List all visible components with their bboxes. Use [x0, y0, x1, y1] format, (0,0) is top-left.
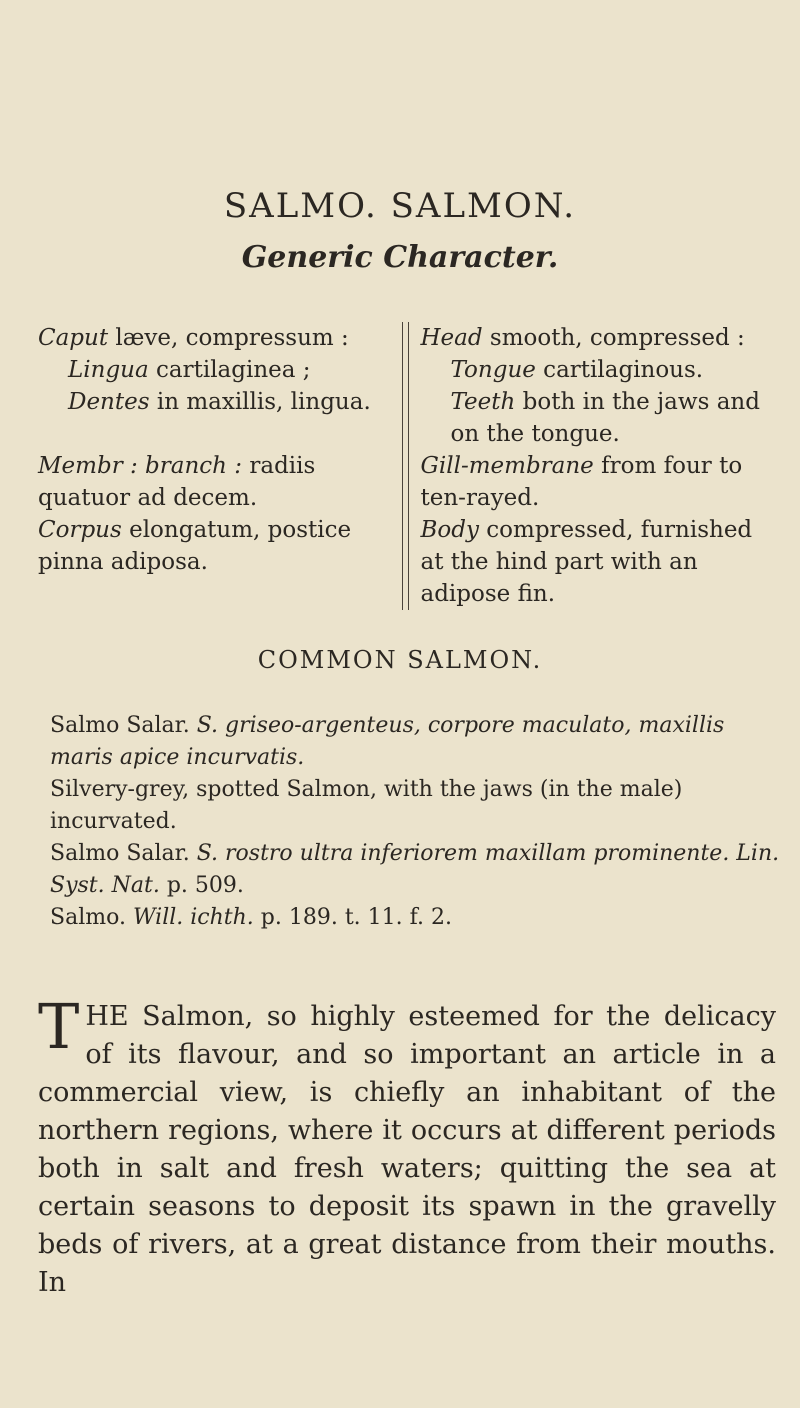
english-entry-gill: Gill-membrane from four to ten-rayed. — [420, 453, 743, 511]
latin-entry-teeth: Dentes in maxillis, lingua. — [68, 389, 371, 415]
species-heading: COMMON SALMON. — [257, 646, 543, 674]
english-entry-head: Head smooth, compressed : — [420, 325, 745, 351]
body-paragraph: THE Salmon, so highly esteemed for the delicacy of its flavour, and so important an article in a commercial view, is chiefly an inhabitant of the northern regions, where it occurs at different periods both in salt and fresh waters; quitting the sea at certain seasons to deposit its spawn in the gravelly beds of rivers, at a great distance from their mouths. In — [38, 990, 776, 1298]
latin-entry-tongue: Lingua cartilaginea ; — [68, 357, 311, 383]
english-entry-body: Body compressed, furnished at the hind part with an adipose fin. — [420, 517, 753, 607]
page-subtitle: Generic Character. — [241, 240, 559, 275]
synonymy — [50, 710, 790, 934]
drop-cap: T — [38, 990, 80, 1063]
english-entry-teeth: Teeth both in the jaws and on the tongue. — [450, 389, 760, 447]
latin-entry-head: Caput læve, compressum : — [38, 325, 349, 351]
latin-column — [38, 322, 402, 610]
english-entry-tongue: Tongue cartilaginous. — [450, 357, 704, 383]
synonym-line: Salmo Salar. S. griseo-argenteus, corpore maculato, maxillis maris apice incurvatis. — [50, 713, 725, 770]
english-column — [409, 322, 781, 610]
page-title: SALMO. SALMON. — [223, 186, 577, 226]
synonym-line: Salmo. Will. ichth. p. 189. t. 11. f. 2. — [50, 905, 452, 930]
synonym-line: Salmo Salar. S. rostro ultra inferiorem maxillam prominente. Lin. Syst. Nat. p. 509. — [50, 841, 780, 898]
generic-character-columns — [38, 322, 780, 610]
latin-entry-body: Corpus elongatum, postice pinna adiposa. — [38, 517, 352, 575]
synonym-line: Silvery-grey, spotted Salmon, with the jaws (in the male) incurvated. — [50, 777, 683, 834]
latin-entry-gill: Membr : branch : radiis quatuor ad decem. — [38, 453, 316, 511]
column-divider — [402, 322, 409, 610]
